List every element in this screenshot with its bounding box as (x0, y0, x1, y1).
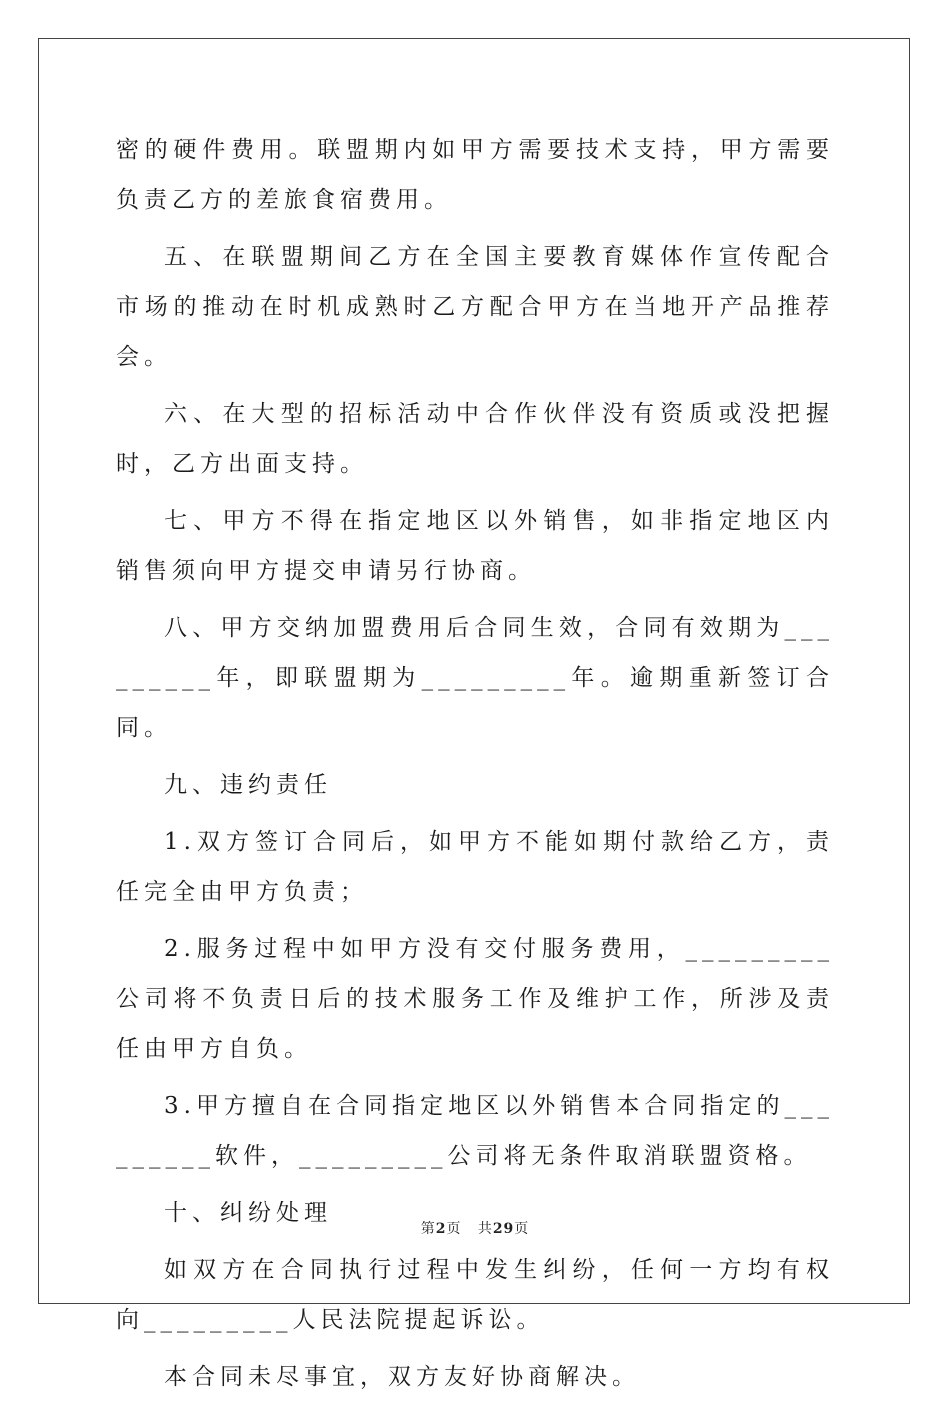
page-footer (0, 1218, 950, 1238)
paragraph: 如双方在合同执行过程中发生纠纷，任何一方均有权向_________人民法院提起诉讼。 (116, 1257, 834, 1333)
paragraph: 八、甲方交纳加盟费用后合同生效，合同有效期为_________年，即联盟期为_________年。逾期重新签订合同。 (116, 615, 834, 741)
total-pages: 29 (492, 1221, 515, 1237)
section-heading: 十、纠纷处理 (164, 1200, 332, 1226)
paragraph: 五、在联盟期间乙方在全国主要教育媒体作宣传配合市场的推动在时机成熟时乙方配合甲方在当地开产品推荐会。 (116, 244, 834, 370)
paragraph: 六、在大型的招标活动中合作伙伴没有资质或没把握时，乙方出面支持。 (116, 401, 834, 477)
page-prefix: 第 (420, 1221, 436, 1237)
page-suffix: 页 (446, 1221, 462, 1237)
paragraph: 本合同未尽事宜，双方友好协商解决。 (164, 1364, 640, 1390)
document-body (116, 125, 834, 1409)
paragraph: 密的硬件费用。联盟期内如甲方需要技术支持，甲方需要负责乙方的差旅食宿费用。 (116, 137, 834, 213)
list-item: 2.服务过程中如甲方没有交付服务费用，_________公司将不负责日后的技术服务工作及维护工作，所涉及责任由甲方自负。 (116, 936, 834, 1062)
total-prefix: 共 (477, 1221, 493, 1237)
list-item: 1.双方签订合同后，如甲方不能如期付款给乙方，责任完全由甲方负责； (116, 829, 834, 905)
section-heading: 九、违约责任 (164, 772, 332, 798)
page-number: 2 (435, 1221, 447, 1237)
total-suffix: 页 (514, 1221, 530, 1237)
list-item: 3.甲方擅自在合同指定地区以外销售本合同指定的_________软件，_________公司将无条件取消联盟资格。 (116, 1093, 834, 1169)
paragraph: 七、甲方不得在指定地区以外销售，如非指定地区内销售须向甲方提交申请另行协商。 (116, 508, 834, 584)
